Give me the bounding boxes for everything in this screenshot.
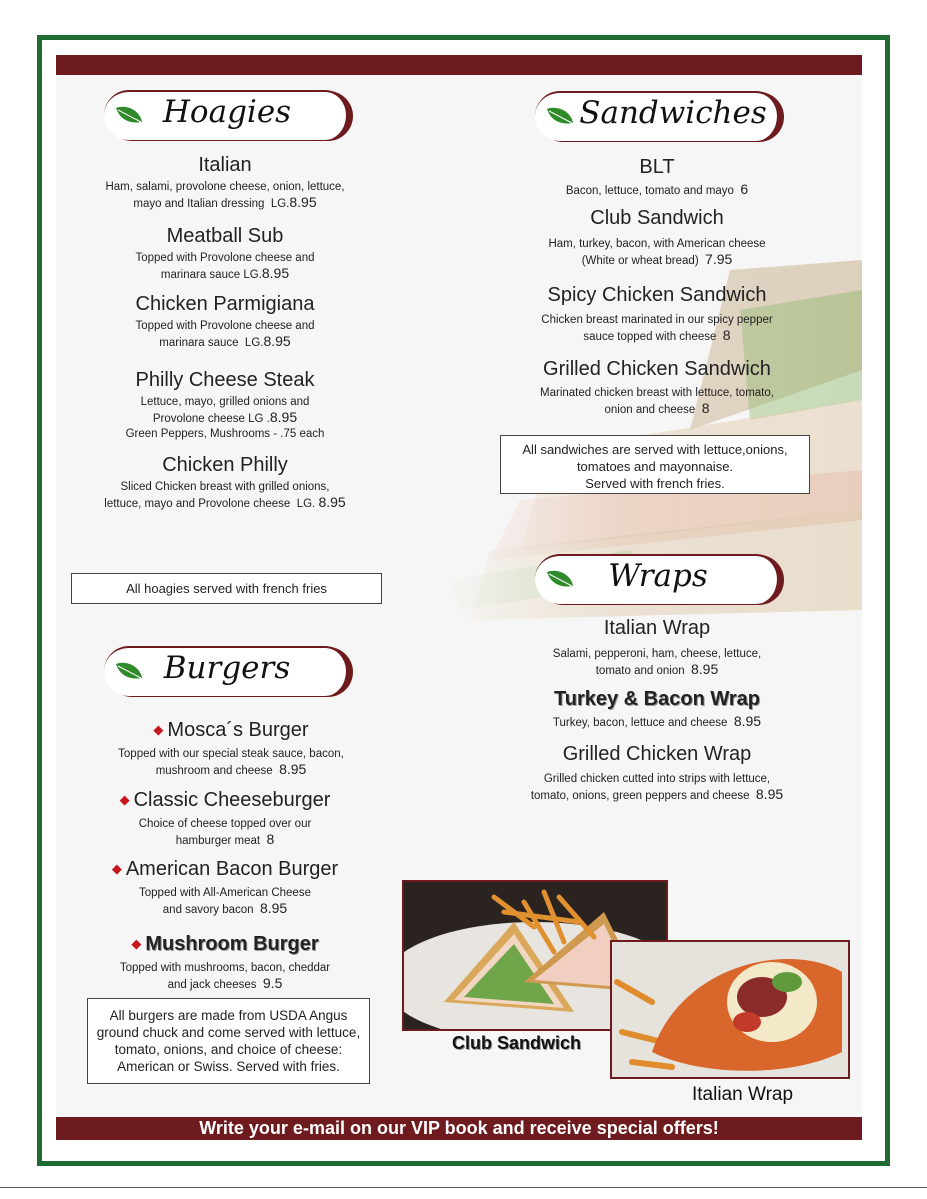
diamond-icon: ◆ (131, 936, 142, 951)
item-price: 9.5 (262, 975, 283, 991)
item-price: 8 (722, 327, 731, 343)
item-price: 8 (701, 400, 710, 416)
item-description: Choice of cheese topped over our hamburger meat 8 (138, 818, 312, 847)
item-description: Salami, pepperoni, ham, cheese, lettuce, tomato and onion 8.95 (552, 648, 762, 677)
menu-item-grilled-chicken-sandwich (512, 357, 802, 418)
item-name: Mushroom Burger (145, 933, 319, 955)
diamond-icon: ◆ (111, 861, 122, 876)
hoagies-header (104, 90, 350, 140)
item-description: Bacon, lettuce, tomato and mayo 6 (565, 181, 749, 197)
italian-wrap-caption: Italian Wrap (692, 1084, 794, 1105)
menu-item-meatball-sub (80, 224, 370, 283)
item-name: Spicy Chicken Sandwich (547, 284, 767, 306)
item-description: Topped with All-American Cheese and savory bacon 8.95 (139, 887, 311, 916)
diamond-icon: ◆ (119, 792, 130, 807)
vip-banner: Write your e-mail on our VIP book and receive special offers! (56, 1117, 862, 1140)
item-description: Lettuce, mayo, grilled onions and Provolone cheese LG .8.95 Green Peppers, Mushrooms - .75 each (125, 396, 325, 440)
item-price: 7.95 (705, 251, 733, 267)
menu-item-classic-cheeseburger (80, 788, 370, 849)
top-bar (56, 55, 862, 75)
item-description: Turkey, bacon, lettuce and cheese 8.95 (552, 713, 762, 729)
sandwiches-note: All sandwiches are served with lettuce,onions, tomatoes and mayonnaise. Served with french fries. (500, 435, 810, 494)
item-name: American Bacon Burger (125, 858, 339, 880)
menu-item-philly-cheese-steak (80, 368, 370, 442)
item-name: Chicken Philly (162, 454, 288, 476)
burgers-note: All burgers are made from USDA Angus ground chuck and come served with lettuce, tomato, onions, and choice of cheese: American or Swiss. Served with fries. (87, 998, 370, 1084)
hoagies-note: All hoagies served with french fries (71, 573, 382, 604)
item-name: Club Sandwich (590, 207, 724, 229)
menu-item-mushroom-burger (80, 932, 370, 993)
wraps-title: Wraps (608, 558, 708, 594)
item-name: Chicken Parmigiana (135, 293, 315, 315)
menu-item-italian (80, 153, 370, 212)
item-description: Ham, turkey, bacon, with American cheese (White or wheat bread) 7.95 (548, 238, 766, 267)
menu-item-chicken-parmigiana (80, 292, 370, 351)
sandwiches-title: Sandwiches (579, 95, 767, 131)
item-price: 8.95 (318, 494, 346, 510)
page-bottom-rule (0, 1187, 927, 1188)
item-price: 8.95 (289, 194, 317, 210)
item-price: 6 (740, 181, 749, 197)
item-price: 8.95 (259, 900, 288, 916)
item-name: BLT (639, 156, 675, 178)
item-name: Turkey & Bacon Wrap (554, 688, 760, 710)
club-sandwich-caption: Club Sandwich (452, 1033, 582, 1053)
item-name: Classic Cheeseburger (133, 789, 331, 811)
item-description: Topped with mushrooms, bacon, cheddar and jack cheeses 9.5 (119, 962, 331, 991)
menu-item-club-sandwich (512, 206, 802, 269)
item-price: 8.95 (263, 333, 291, 349)
item-price: 8.95 (269, 409, 298, 425)
diamond-icon: ◆ (153, 722, 164, 737)
menu-item-chicken-philly (80, 453, 370, 512)
item-price: 8.95 (755, 786, 784, 802)
sandwiches-header (535, 91, 781, 141)
item-price: 8.95 (261, 265, 290, 281)
item-name: Italian Wrap (603, 617, 711, 639)
item-price: 8 (266, 831, 275, 847)
item-name: Mosca´s Burger (167, 719, 309, 741)
hoagies-title: Hoagies (162, 94, 292, 130)
menu-item-spicy-chicken-sandwich (512, 283, 802, 345)
menu-item-blt (512, 155, 802, 199)
item-description: Sliced Chicken breast with grilled onions, lettuce, mayo and Provolone cheese LG. 8.95 (104, 481, 346, 510)
menu-item-italian-wrap (512, 616, 802, 679)
burgers-title: Burgers (163, 650, 291, 686)
item-description: Topped with Provolone cheese and marinara sauce LG.8.95 (135, 252, 315, 281)
italian-wrap-photo (610, 940, 850, 1079)
menu-item-moscas-burger (86, 718, 376, 779)
item-price: 8.95 (733, 713, 762, 729)
item-description: Topped with Provolone cheese and marinara sauce LG.8.95 (135, 320, 315, 349)
item-description: Ham, salami, provolone cheese, onion, lettuce, mayo and Italian dressing LG.8.95 (105, 181, 345, 210)
item-description: Topped with our special steak sauce, bacon, mushroom and cheese 8.95 (118, 748, 344, 777)
item-description: Grilled chicken cutted into strips with lettuce, tomato, onions, green peppers and cheese 8.95 (530, 773, 784, 802)
item-description: Marinated chicken breast with lettuce, tomato, onion and cheese 8 (540, 387, 774, 416)
menu-item-american-bacon-burger (80, 857, 370, 918)
item-name: Italian (198, 154, 252, 176)
item-name: Philly Cheese Steak (135, 369, 315, 391)
item-name: Grilled Chicken Sandwich (543, 358, 771, 380)
menu-item-turkey-bacon-wrap (512, 687, 802, 731)
burgers-header (104, 646, 350, 696)
item-price: 8.95 (691, 661, 719, 677)
item-name: Grilled Chicken Wrap (562, 743, 752, 765)
item-name: Meatball Sub (166, 225, 284, 247)
item-description: Chicken breast marinated in our spicy pepper sauce topped with cheese 8 (541, 314, 773, 343)
italian-wrap-image (612, 942, 848, 1077)
menu-item-grilled-chicken-wrap (512, 742, 802, 804)
item-price: 8.95 (279, 761, 307, 777)
wraps-header (535, 554, 781, 604)
